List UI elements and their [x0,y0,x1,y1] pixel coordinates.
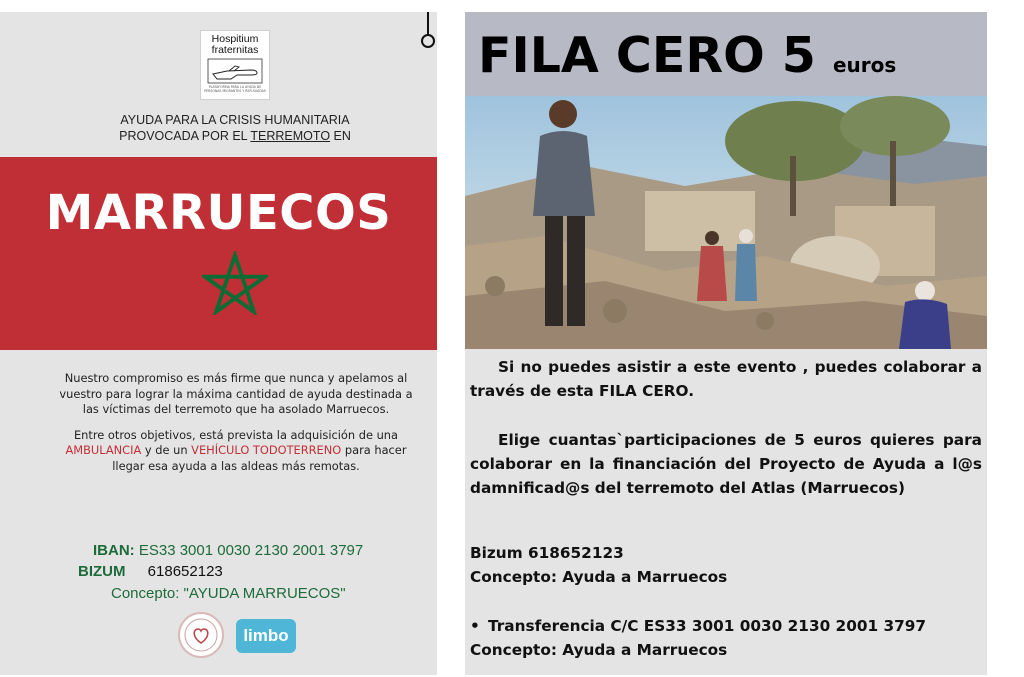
crisis-line2-post: EN [330,129,351,143]
concept-line-1: Concepto: Ayuda a Marruecos [470,568,728,586]
partner-seal-logo [178,612,224,658]
logo-tagline: PLATAFORMA PARA LA AYUDA DE PERSONAS MIGRANTES Y REFUGIADAS [204,85,266,93]
commitment-paragraph: Nuestro compromiso es más firme que nunca y apelamos al vuestro para lograr la máxima cantidad de ayuda destinada a las víctimas del terremoto que ha asolado Marruecos. [59,371,413,417]
bizum-value: 618652123 [147,563,223,580]
concepto-row: Concepto: "AYUDA MARRUECOS" [111,585,346,602]
limbo-logo: limbo [236,619,296,653]
crisis-line1: AYUDA PARA LA CRISIS HUMANITARIA [120,113,350,127]
crisis-line2 [60,128,410,144]
commitment-text [55,371,417,475]
crisis-line2-underlined: TERREMOTO [250,129,331,143]
objectives-ambulance: AMBULANCIA [65,443,142,458]
objectives-paragraph [55,428,417,475]
iban-row [93,540,363,562]
green-pentagram-icon [202,251,268,315]
hanging-hook-icon [419,12,437,50]
country-title: MARRUECOS [45,185,392,241]
logo-name-line2: fraternitas [211,44,259,56]
bizum-label: BIZUM [78,563,126,580]
crisis-heading [60,112,410,144]
bullet-icon: • [470,617,480,635]
open-hand-icon [207,58,263,84]
objectives-post: para hacer llegar esa ayuda a las aldeas más remotas. [112,443,407,473]
iban-value: ES33 3001 0030 2130 2001 3797 [138,542,364,559]
left-panel [0,12,437,675]
participation-paragraph: Elige cuantas`participaciones de 5 euros quieres para colaborar en la financiación del Proyecto de Ayuda a l@s damnificad@s del terremoto del Atlas (Marruecos) [470,431,982,497]
title-box [465,12,987,96]
event-title-suffix: euros [832,53,897,77]
objectives-vehicle: VEHÍCULO TODOTERRENO [191,443,342,458]
bizum-line: Bizum 618652123 [470,544,624,562]
hospitium-logo [200,30,270,100]
heart-icon [180,614,222,656]
objectives-pre: Entre otros objetivos, está prevista la adquisición de una [73,427,398,442]
event-title-main: FILA CERO 5 [478,27,816,84]
moroccan-flag-band [0,157,437,350]
transfer-line [470,614,982,638]
earthquake-photo [465,96,987,349]
crisis-line2-pre: PROVOCADA POR EL [119,129,251,143]
bizum-row [78,561,223,583]
right-info-panel [465,349,987,675]
logo-name-line1: Hospitium [211,33,259,45]
attend-paragraph: Si no puedes asistir a este evento , puedes colaborar a través de esta FILA CERO. [470,358,982,400]
earthquake-scene-illustration [465,96,987,349]
event-title [478,26,896,95]
objectives-mid: y de un [141,443,192,458]
concept-line-2: Concepto: Ayuda a Marruecos [470,641,728,659]
transfer-text: Transferencia C/C ES33 3001 0030 2130 2001 3797 [488,617,927,635]
iban-label: IBAN: [93,542,135,559]
